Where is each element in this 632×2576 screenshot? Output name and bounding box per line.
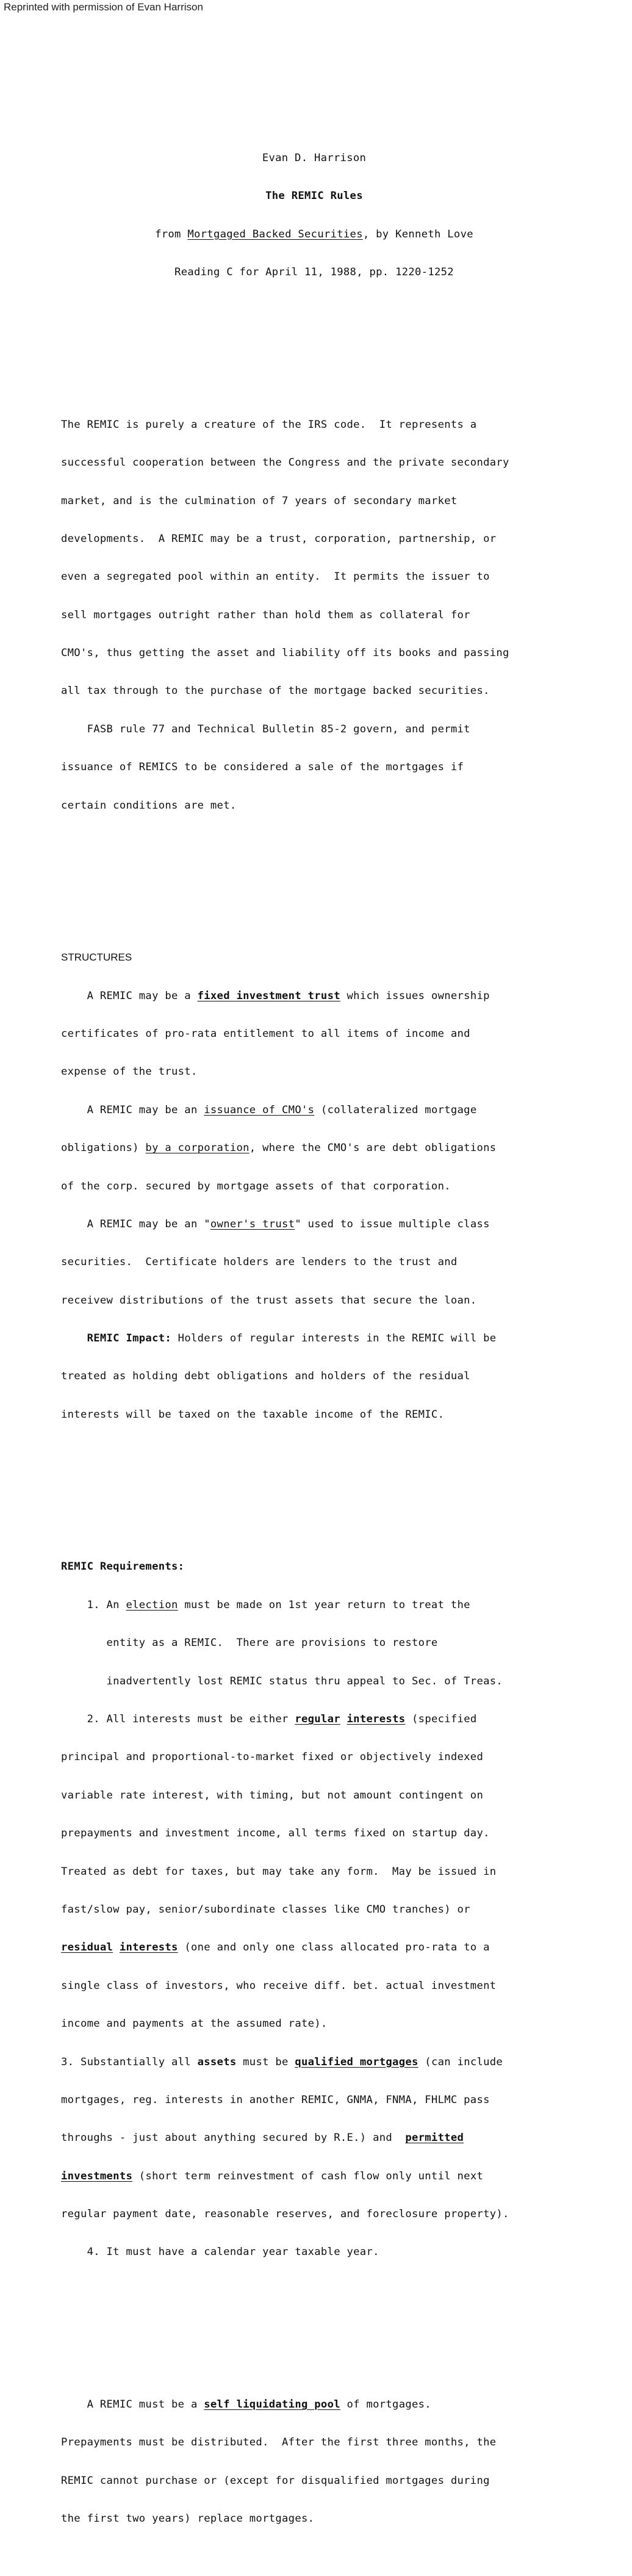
closing-line (61, 2398, 598, 2411)
structures-line (61, 1332, 598, 1345)
requirement-line: single class of investors, who receive diff. bet. actual investment (61, 1979, 497, 1992)
text-run: A REMIC must be a (61, 2398, 204, 2411)
spacer (61, 875, 598, 888)
spacer (61, 1485, 598, 1498)
closing-paragraph (61, 2373, 598, 2550)
spacer (61, 2322, 598, 2335)
self-liquidating-pool-term: self liquidating pool (204, 2398, 340, 2411)
intro-line: The REMIC is purely a creature of the IRS code. It represents a (61, 418, 477, 431)
structures-line: securities. Certificate holders are lenders to the trust and (61, 1256, 458, 1269)
structures-line (61, 1218, 598, 1231)
intro-line: issuance of REMICS to be considered a sale of the mortgages if (61, 761, 464, 774)
intro-line: sell mortgages outright rather than hold them as collateral for (61, 608, 470, 621)
text-run: (collateralized mortgage (314, 1103, 477, 1116)
text-run: must be (236, 2055, 295, 2068)
text-run: must be made on 1st year return to treat the (178, 1598, 470, 1611)
structures-line: certificates of pro-rata entitlement to all items of income and (61, 1027, 470, 1040)
regular-term: regular (295, 1713, 340, 1725)
document-header (61, 126, 567, 304)
text-run: A REMIC may be an " (61, 1218, 210, 1230)
requirement-line: income and payments at the assumed rate). (61, 2018, 328, 2030)
requirement-line (61, 1713, 598, 1726)
requirement-line: inadvertently lost REMIC status thru appeal to Sec. of Treas. (61, 1675, 503, 1687)
closing-line: the first two years) replace mortgages. (61, 2513, 315, 2525)
election-term: election (126, 1598, 178, 1611)
document-title: The REMIC Rules (265, 190, 363, 203)
text-run (113, 1941, 120, 1954)
text-run: which issues ownership (340, 989, 490, 1002)
source-line (61, 228, 567, 241)
structures-line (61, 1104, 598, 1117)
interests-term: interests (347, 1713, 406, 1725)
requirement-line: Treated as debt for taxes, but may take any form. May be issued in (61, 1865, 497, 1878)
requirements-section (61, 1535, 598, 2284)
by-a-corporation-term: by a corporation (145, 1142, 250, 1155)
text-run (340, 1713, 347, 1725)
source-prefix: from (155, 228, 188, 240)
text-run: 1. An (61, 1598, 126, 1611)
author-name: Evan D. Harrison (262, 151, 367, 164)
structures-line: receivew distributions of the trust assets that secure the loan. (61, 1294, 477, 1307)
text-run: (one and only one class allocated pro-rata to a (178, 1941, 490, 1954)
intro-line: developments. A REMIC may be a trust, corporation, partnership, or (61, 532, 497, 545)
requirement-line: fast/slow pay, senior/subordinate classes like CMO tranches) or (61, 1903, 470, 1916)
structures-section (61, 926, 598, 1447)
intro-paragraph (61, 393, 598, 837)
requirement-line (61, 2170, 598, 2183)
source-suffix: , by Kenneth Love (362, 228, 473, 240)
requirement-line: entity as a REMIC. There are provisions to restore (61, 1637, 438, 1650)
structures-heading: STRUCTURES (61, 951, 132, 964)
intro-line: certain conditions are met. (61, 799, 237, 812)
requirement-line: 4. It must have a calendar year taxable year. (61, 2246, 379, 2259)
requirement-line (61, 2132, 598, 2145)
owners-trust-term: owner's trust (210, 1218, 295, 1230)
remic-impact-label: REMIC Impact: (61, 1332, 178, 1345)
text-run: A REMIC may be an (61, 1103, 204, 1116)
requirement-line: regular payment date, reasonable reserves, and foreclosure property). (61, 2208, 509, 2221)
structures-line (61, 990, 598, 1003)
closing-line: REMIC cannot purchase or (except for disqualified mortgages during (61, 2474, 490, 2487)
text-run: , where the CMO's are debt obligations (249, 1142, 497, 1155)
document-body (61, 88, 598, 2576)
intro-line: market, and is the culmination of 7 years of secondary market (61, 494, 458, 507)
intro-line: FASB rule 77 and Technical Bulletin 85-2 govern, and permit (61, 723, 470, 735)
requirement-line (61, 1599, 598, 1612)
source-title: Mortgaged Backed Securities (187, 228, 363, 240)
text-run: (can include (418, 2055, 503, 2068)
investments-term: investments (61, 2170, 133, 2182)
structures-line: interests will be taxed on the taxable income of the REMIC. (61, 1408, 445, 1421)
intro-line: even a segregated pool within an entity. It permits the issuer to (61, 571, 490, 583)
spacer (61, 342, 598, 355)
structures-line: of the corp. secured by mortgage assets of that corporation. (61, 1180, 451, 1192)
structures-line (61, 1142, 598, 1155)
reading-line: Reading C for April 11, 1988, pp. 1220-1252 (174, 266, 454, 279)
text-run: 2. All interests must be either (61, 1713, 295, 1725)
residual-term: residual (61, 1941, 113, 1954)
reprint-notice: Reprinted with permission of Evan Harrison (4, 1, 203, 13)
requirements-heading: REMIC Requirements: (61, 1560, 185, 1573)
structures-line: expense of the trust. (61, 1066, 198, 1078)
text-run: (specified (405, 1713, 477, 1725)
requirement-line (61, 2056, 598, 2069)
text-run: " used to issue multiple class (295, 1218, 490, 1230)
requirement-line (61, 1941, 598, 1954)
requirement-line: variable rate interest, with timing, but not amount contingent on (61, 1789, 484, 1802)
structures-line: treated as holding debt obligations and holders of the residual (61, 1370, 470, 1383)
interests-term: interests (119, 1941, 178, 1954)
requirement-line: principal and proportional-to-market fixed or objectively indexed (61, 1751, 484, 1764)
fixed-investment-trust-term: fixed investment trust (197, 989, 340, 1002)
text-run: A REMIC may be a (61, 989, 198, 1002)
closing-line: Prepayments must be distributed. After the first three months, the (61, 2436, 497, 2449)
text-run: throughs - just about anything secured by R.E.) and (61, 2132, 406, 2145)
permitted-term: permitted (405, 2132, 464, 2145)
text-run: 3. Substantially all (61, 2055, 198, 2068)
text-run: (short term reinvestment of cash flow only until next (132, 2170, 484, 2182)
requirement-line: prepayments and investment income, all terms fixed on startup day. (61, 1827, 490, 1840)
text-run: Holders of regular interests in the REMIC will be (178, 1332, 497, 1345)
text-run: obligations) (61, 1142, 146, 1155)
intro-line: all tax through to the purchase of the mortgage backed securities. (61, 685, 490, 698)
intro-line: successful cooperation between the Congress and the private secondary (61, 456, 509, 469)
assets-term: assets (197, 2055, 237, 2068)
requirement-line: mortgages, reg. interests in another REMIC, GNMA, FNMA, FHLMC pass (61, 2093, 490, 2106)
qualified-mortgages-term: qualified mortgages (295, 2055, 418, 2068)
issuance-of-cmos-term: issuance of CMO's (204, 1103, 315, 1116)
intro-line: CMO's, thus getting the asset and liability off its books and passing (61, 647, 509, 660)
text-run: of mortgages. (340, 2398, 431, 2411)
